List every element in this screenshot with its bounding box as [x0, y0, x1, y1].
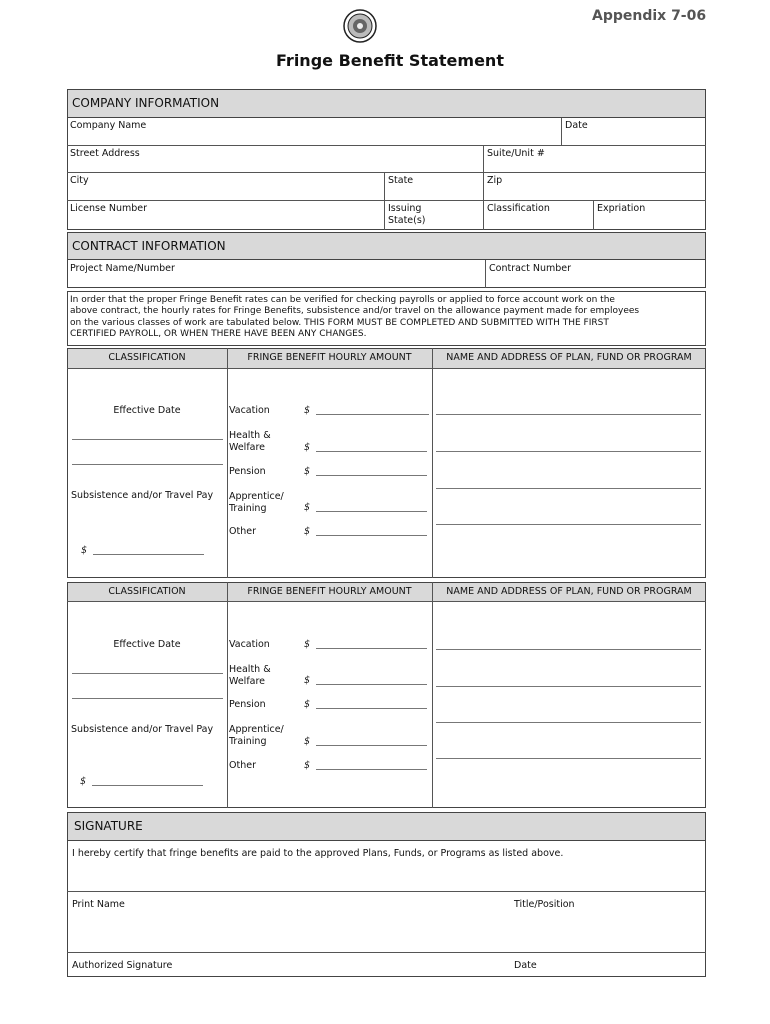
states-label: State(s) — [388, 215, 426, 226]
table-1-col-plan: NAME AND ADDRESS OF PLAN, FUND OR PROGRAM — [446, 352, 692, 363]
table-1-health-label: Health & — [229, 430, 271, 441]
zip-field[interactable]: Zip — [487, 175, 503, 186]
table-2-plan-line-4[interactable] — [436, 758, 701, 759]
instructions-text — [70, 295, 639, 340]
state-field[interactable]: State — [388, 175, 414, 186]
table-1-col-classification: CLASSIFICATION — [108, 352, 186, 363]
classification-table-2 — [67, 582, 706, 808]
instructions-line-3: on the various classes of work are tabulated below. THIS FORM MUST BE COMPLETED AND SUBMITTED WITH THE FIRST — [70, 317, 609, 328]
table-2-apprentice-line[interactable] — [316, 745, 427, 746]
suite-field[interactable]: Suite/Unit # — [487, 148, 545, 159]
license-number-field[interactable]: License Number — [70, 203, 147, 214]
table-1-welfare-label: Welfare — [229, 442, 266, 453]
table-2-pension-line[interactable] — [316, 708, 427, 709]
table-1-plan-line-4[interactable] — [436, 524, 701, 525]
table-2-health-label: Health & — [229, 664, 271, 675]
company-header: COMPANY INFORMATION — [67, 89, 706, 118]
table-2-training-label: Training — [229, 736, 267, 747]
table-1-plan-line-1[interactable] — [436, 414, 701, 415]
table-1-effective-date: Effective Date — [113, 405, 181, 416]
table-2-plan-line-2[interactable] — [436, 686, 701, 687]
contract-header: CONTRACT INFORMATION — [67, 232, 706, 260]
table-2-health-line[interactable] — [316, 684, 427, 685]
expiration-field[interactable]: Expriation — [597, 203, 646, 214]
table-1-health-dollar: $ — [304, 442, 311, 453]
table-1-pension-line[interactable] — [316, 475, 427, 476]
instructions-line-1: In order that the proper Fringe Benefit rates can be verified for checking payrolls or applied to force account work on the — [70, 295, 615, 305]
classification-table-1 — [67, 348, 706, 578]
project-name-field[interactable]: Project Name/Number — [70, 263, 175, 274]
table-1-subsistence-dollar: $ — [81, 545, 88, 556]
table-2-health-welfare — [229, 664, 271, 688]
print-name-field[interactable]: Print Name — [72, 899, 125, 910]
table-2-subsistence-line[interactable] — [92, 785, 203, 786]
table-2-col-plan: NAME AND ADDRESS OF PLAN, FUND OR PROGRAM — [446, 586, 692, 597]
table-1-health-welfare — [229, 430, 271, 454]
table-2-pension-dollar: $ — [304, 699, 311, 710]
table-2-plan-line-3[interactable] — [436, 722, 701, 723]
table-2-classification-line-1[interactable] — [72, 673, 223, 674]
table-1-vacation-dollar: $ — [304, 405, 311, 416]
appendix-label: Appendix 7-06 — [592, 8, 707, 24]
company-name-field[interactable]: Company Name — [70, 120, 147, 131]
table-1-vacation-line[interactable] — [316, 414, 429, 415]
table-2-subsistence: Subsistence and/or Travel Pay — [71, 724, 214, 735]
table-2-welfare-label: Welfare — [229, 676, 266, 687]
table-2-other-line[interactable] — [316, 769, 427, 770]
signature-header: SIGNATURE — [67, 812, 706, 841]
table-2-other: Other — [229, 760, 256, 771]
table-1-plan-line-3[interactable] — [436, 488, 701, 489]
table-1-apprentice-dollar: $ — [304, 502, 311, 513]
table-1-training-label: Training — [229, 503, 267, 514]
table-1-vacation: Vacation — [229, 405, 270, 416]
table-1-plan-line-2[interactable] — [436, 451, 701, 452]
contract-number-field[interactable]: Contract Number — [489, 263, 572, 274]
table-1-subsistence: Subsistence and/or Travel Pay — [71, 490, 214, 501]
table-2-apprentice — [229, 724, 284, 748]
page-title: Fringe Benefit Statement — [276, 51, 504, 70]
table-1-col-fringe: FRINGE BENEFIT HOURLY AMOUNT — [247, 352, 412, 363]
classification-field[interactable]: Classification — [487, 203, 550, 214]
street-address-field[interactable]: Street Address — [70, 148, 140, 159]
authorized-signature-field[interactable]: Authorized Signature — [72, 960, 173, 971]
table-1-pension-dollar: $ — [304, 466, 311, 477]
table-2-vacation: Vacation — [229, 639, 270, 650]
issuing-label: Issuing — [388, 203, 422, 214]
table-2-apprentice-dollar: $ — [304, 736, 311, 747]
table-1-other-line[interactable] — [316, 535, 427, 536]
table-1-apprentice-label: Apprentice/ — [229, 491, 284, 502]
table-2-classification-line-2[interactable] — [72, 698, 223, 699]
table-2-other-dollar: $ — [304, 760, 311, 771]
date-field[interactable]: Date — [565, 120, 588, 131]
title-position-field[interactable]: Title/Position — [514, 899, 575, 910]
table-1-pension: Pension — [229, 466, 266, 477]
table-2-pension: Pension — [229, 699, 266, 710]
instructions-line-2: above contract, the hourly rates for Fringe Benefits, subsistence and/or travel on the allowance payment made for employees — [70, 306, 640, 317]
table-2-subsistence-dollar: $ — [80, 776, 87, 787]
table-2-col-fringe: FRINGE BENEFIT HOURLY AMOUNT — [247, 586, 412, 597]
signature-date-field[interactable]: Date — [514, 960, 537, 971]
certify-statement: I hereby certify that fringe benefits are paid to the approved Plans, Funds, or Programs as listed above. — [72, 848, 564, 859]
table-1-other-dollar: $ — [304, 526, 311, 537]
table-2-col-classification: CLASSIFICATION — [108, 586, 186, 597]
table-1-health-line[interactable] — [316, 451, 427, 452]
table-1-subsistence-line[interactable] — [93, 554, 204, 555]
table-2-effective-date: Effective Date — [113, 639, 181, 650]
table-1-other: Other — [229, 526, 256, 537]
table-2-health-dollar: $ — [304, 675, 311, 686]
state-seal-icon — [343, 9, 377, 43]
table-1-classification-line-1[interactable] — [72, 439, 223, 440]
table-2-plan-line-1[interactable] — [436, 649, 701, 650]
city-field[interactable]: City — [70, 175, 89, 186]
instructions-line-4: CERTIFIED PAYROLL, OR WHEN THERE HAVE BEEN ANY CHANGES. — [70, 328, 367, 339]
issuing-state-field[interactable] — [388, 203, 426, 227]
table-1-apprentice — [229, 491, 284, 515]
table-1-classification-line-2[interactable] — [72, 464, 223, 465]
table-2-vacation-dollar: $ — [304, 639, 311, 650]
table-2-vacation-line[interactable] — [316, 648, 427, 649]
table-1-apprentice-line[interactable] — [316, 511, 427, 512]
table-2-apprentice-label: Apprentice/ — [229, 724, 284, 735]
